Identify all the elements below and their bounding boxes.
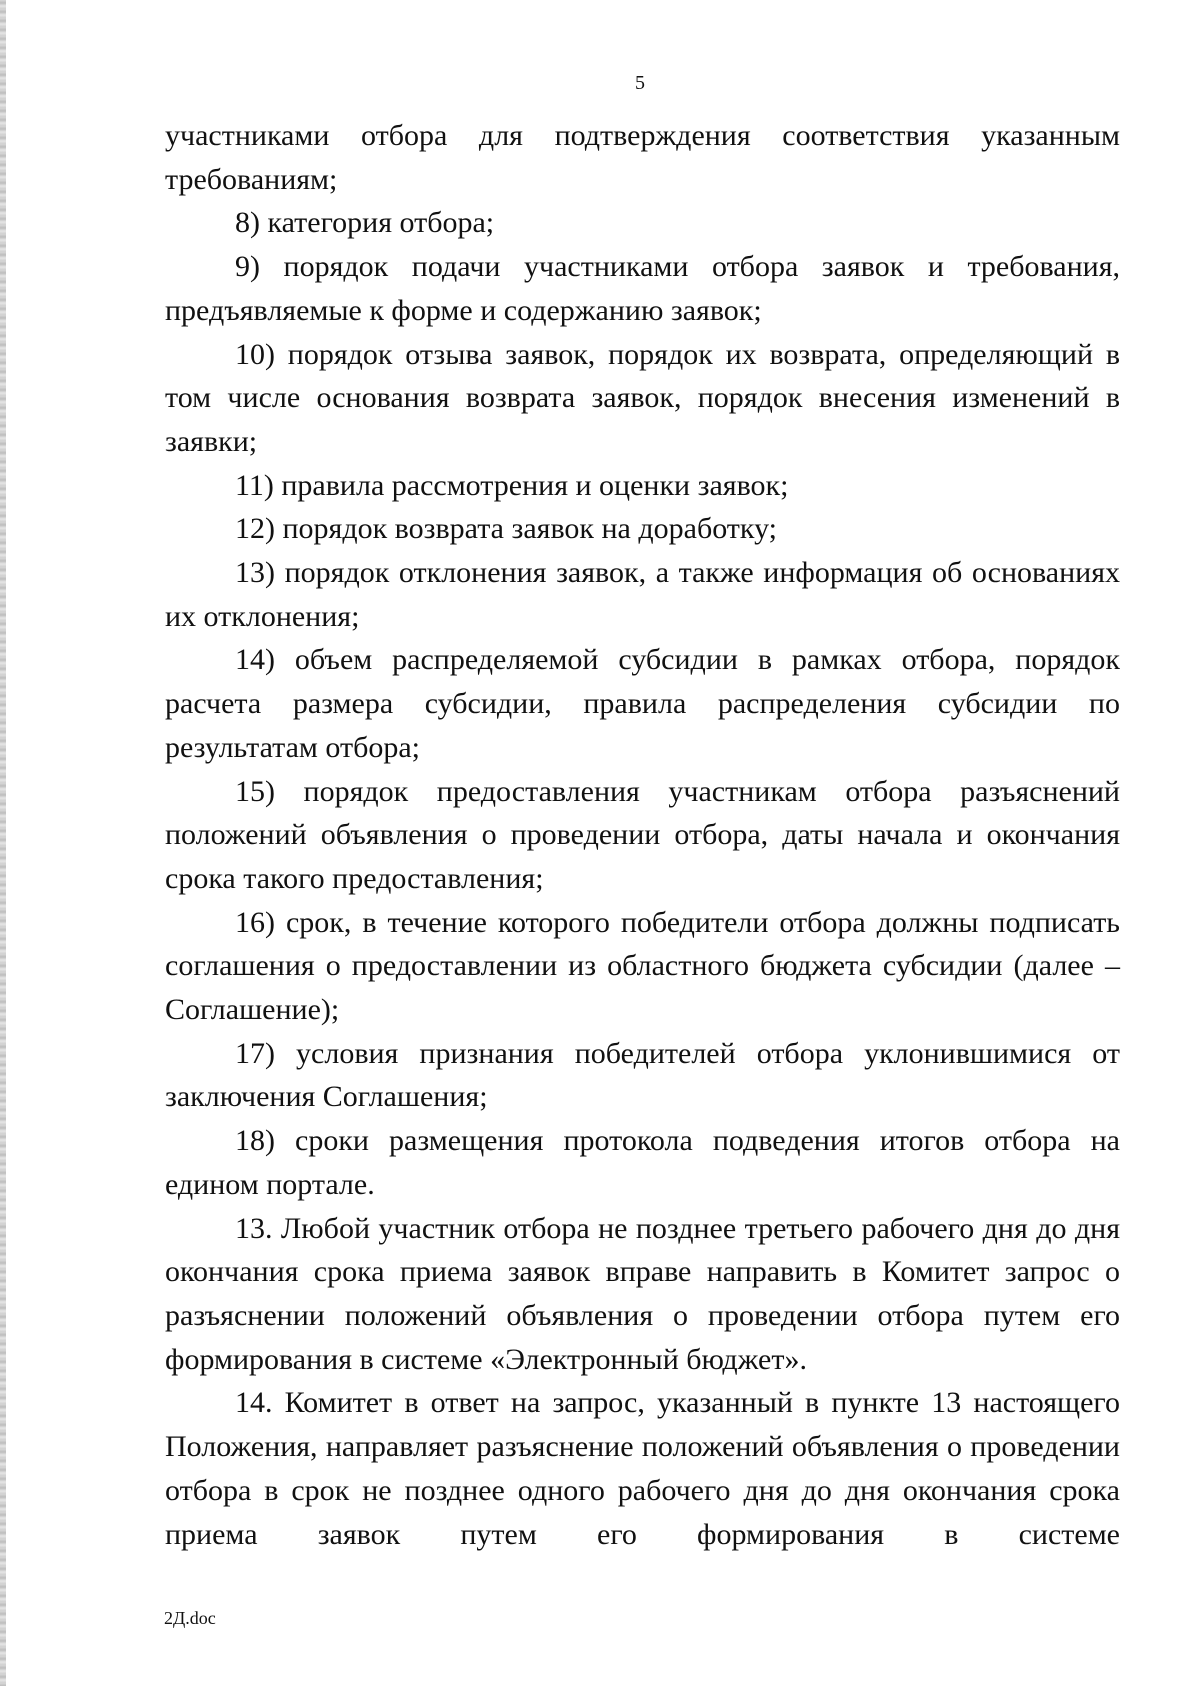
footer-filename: 2Д.doc — [164, 1608, 216, 1628]
list-item-18: 18) сроки размещения протокола подведения итогов отбора на едином портале. — [165, 1124, 1120, 1201]
list-item-15: 15) порядок предоставления участникам отбора разъяснений положений объявления о проведении отбора, даты начала и окончания срока такого предоставления; — [165, 774, 1120, 895]
list-item-12: 12) порядок возврата заявок на доработку; — [235, 512, 778, 546]
clause-14: 14. Комитет в ответ на запрос, указанный в пункте 13 настоящего Положения, направляет разъяснение положений объявления о проведении отбора в срок не позднее одного рабочего дня до дня окончания срока приема заявок путем его формирования в системе — [165, 1386, 1120, 1551]
page-number: 5 — [635, 72, 645, 94]
list-item-8: 8) категория отбора; — [235, 206, 495, 240]
list-item-13: 13) порядок отклонения заявок, а также информация об основаниях их отклонения; — [165, 556, 1120, 633]
document-body — [165, 114, 1120, 1556]
list-item-10: 10) порядок отзыва заявок, порядок их возврата, определяющий в том числе основания возврата заявок, порядок внесения изменений в заявки; — [165, 337, 1120, 458]
list-item-14: 14) объем распределяемой субсидии в рамках отбора, порядок расчета размера субсидии, правила распределения субсидии по результатам отбора; — [165, 643, 1120, 764]
list-item-16: 16) срок, в течение которого победители отбора должны подписать соглашения о предоставлении из областного бюджета субсидии (далее – Соглашение); — [165, 905, 1120, 1027]
clause-13: 13. Любой участник отбора не позднее третьего рабочего дня до дня окончания срока приема заявок вправе направить в Комитет запрос о разъяснении положений объявления о проведении отбора путем его формирования в системе «Электронный бюджет». — [165, 1211, 1120, 1376]
paragraph-continuation: участниками отбора для подтверждения соответствия указанным требованиям; — [165, 119, 1120, 196]
list-item-11: 11) правила рассмотрения и оценки заявок; — [235, 468, 789, 502]
list-item-17: 17) условия признания победителей отбора уклонившимися от заключения Соглашения; — [165, 1036, 1120, 1114]
scan-edge — [0, 0, 6, 1686]
list-item-9: 9) порядок подачи участниками отбора заявок и требования, предъявляемые к форме и содержанию заявок; — [165, 250, 1120, 327]
